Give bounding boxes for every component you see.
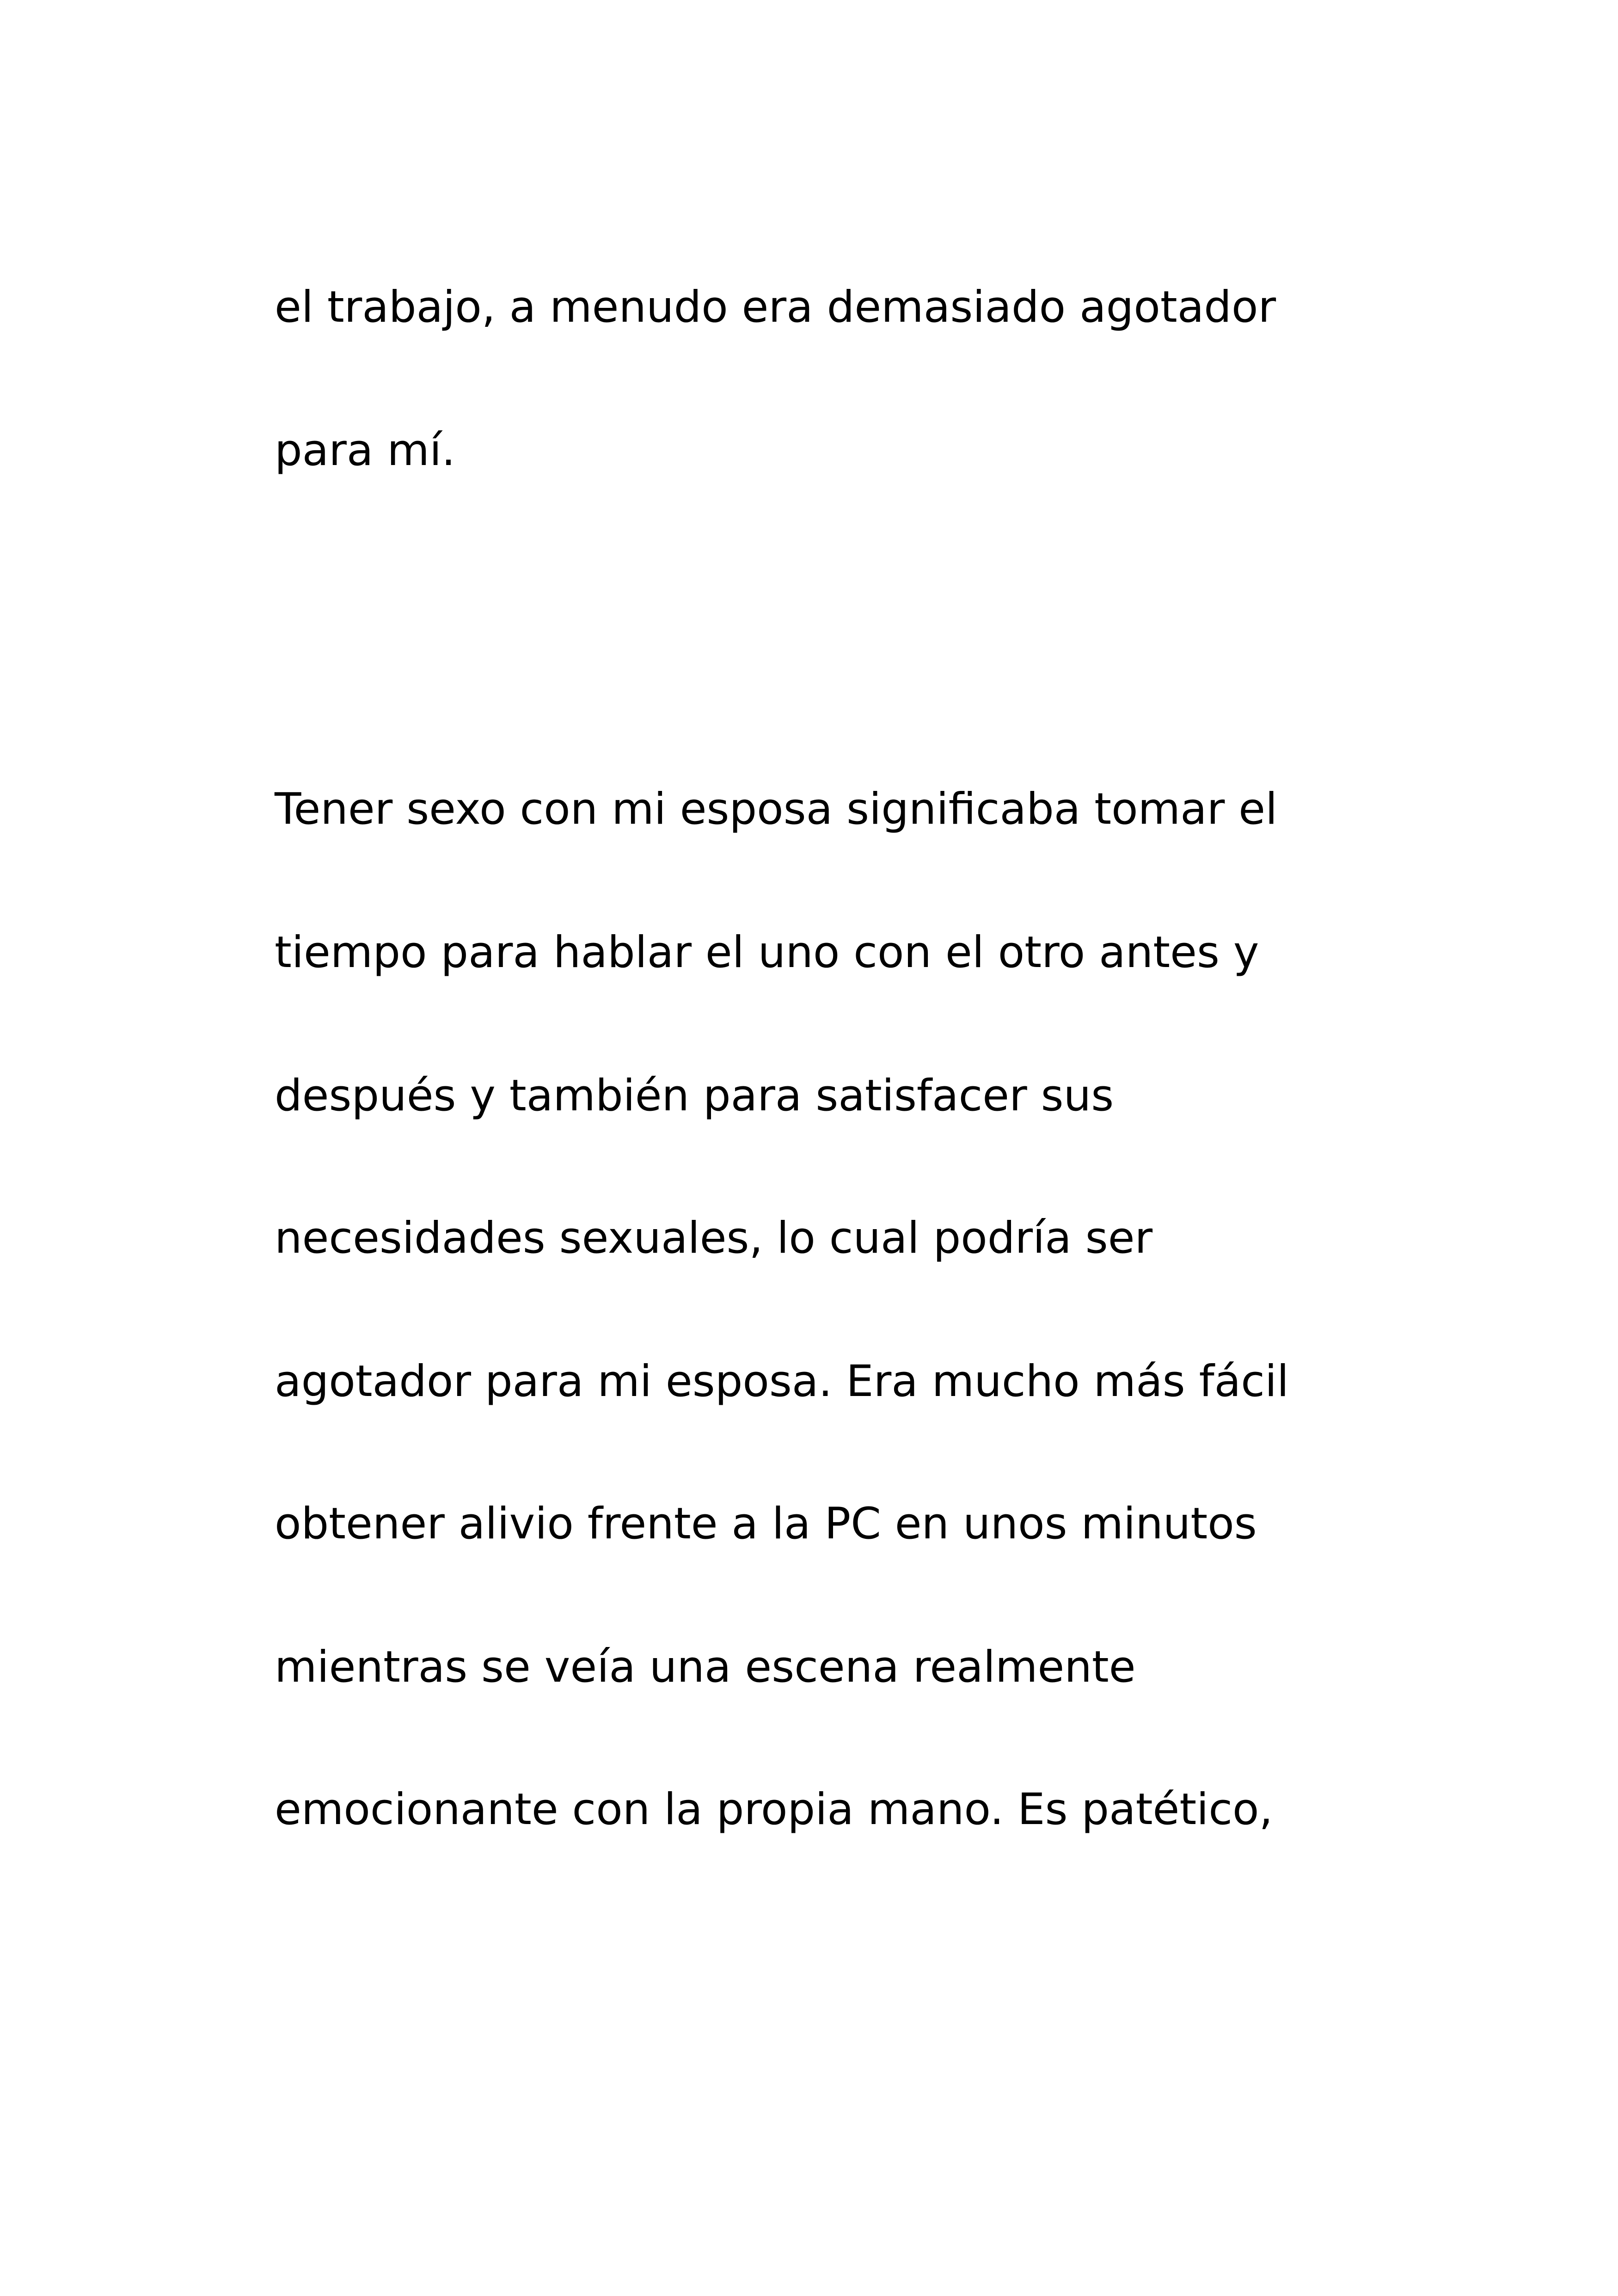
text-line: para mí. (275, 425, 455, 476)
text-line: necesidades sexuales, lo cual podría ser (275, 1213, 1153, 1263)
text-line: tiempo para hablar el uno con el otro antes y (275, 927, 1259, 978)
text-line: agotador para mi esposa. Era mucho más fácil (275, 1356, 1289, 1407)
text-line: después y también para satisfacer sus (275, 1071, 1114, 1121)
text-line: obtener alivio frente a la PC en unos minutos (275, 1499, 1257, 1549)
text-line: el trabajo, a menudo era demasiado agotador (275, 282, 1276, 332)
text-line: emocionante con la propia mano. Es patético, (275, 1784, 1273, 1835)
text-line: mientras se veía una escena realmente (275, 1642, 1136, 1692)
text-line: Tener sexo con mi esposa significaba tomar el (275, 784, 1278, 834)
